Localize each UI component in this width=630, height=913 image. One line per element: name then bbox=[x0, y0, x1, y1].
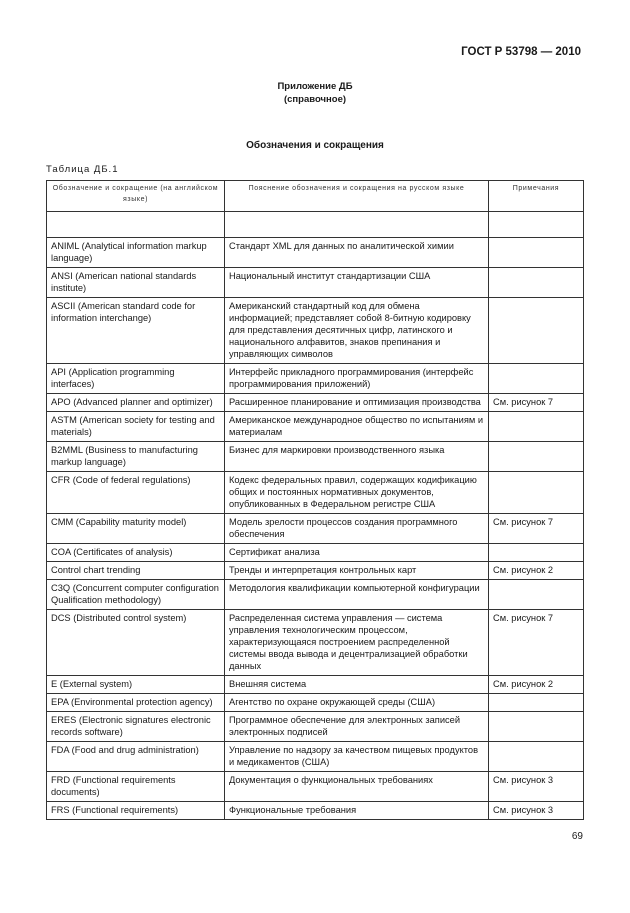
explanation-cell: Бизнес для маркировки производственного языка bbox=[225, 442, 489, 472]
abbreviation-cell: ANSI (American national standards institute) bbox=[47, 268, 225, 298]
note-cell bbox=[489, 742, 584, 772]
abbreviation-cell: Control chart trending bbox=[47, 562, 225, 580]
explanation-cell: Американский стандартный код для обмена информацией; представляет собой 8-битную кодировку для представления десятичных цифр, латинского и национального алфавитов, знаков препинания и управляющих символов bbox=[225, 298, 489, 364]
note-cell bbox=[489, 544, 584, 562]
abbreviation-cell: C3Q (Concurrent computer configuration Qualification methodology) bbox=[47, 580, 225, 610]
abbreviation-cell: CMM (Capability maturity model) bbox=[47, 514, 225, 544]
note-cell bbox=[489, 712, 584, 742]
table-row bbox=[47, 802, 584, 820]
note-cell: См. рисунок 2 bbox=[489, 676, 584, 694]
explanation-cell: Национальный институт стандартизации США bbox=[225, 268, 489, 298]
column-header-explanation: Пояснение обозначения и сокращения на русском языке bbox=[225, 181, 489, 212]
appendix-heading bbox=[0, 80, 630, 106]
table-row bbox=[47, 412, 584, 442]
standard-code: ГОСТ Р 53798 — 2010 bbox=[461, 46, 581, 58]
abbreviation-cell: FRD (Functional requirements documents) bbox=[47, 772, 225, 802]
note-cell: См. рисунок 7 bbox=[489, 514, 584, 544]
note-cell bbox=[489, 580, 584, 610]
note-cell bbox=[489, 472, 584, 514]
abbreviation-cell: EPA (Environmental protection agency) bbox=[47, 694, 225, 712]
table-row bbox=[47, 610, 584, 676]
explanation-cell: Распределенная система управления — система управления технологическим процессом, характеризующаяся построением распределенной системы ввода вывода и децентрализацией обработки данных bbox=[225, 610, 489, 676]
table-row bbox=[47, 514, 584, 544]
appendix-subtitle: (справочное) bbox=[283, 94, 347, 105]
table-row bbox=[47, 544, 584, 562]
explanation-cell: Расширенное планирование и оптимизация производства bbox=[225, 394, 489, 412]
note-cell bbox=[489, 694, 584, 712]
explanation-cell: Стандарт XML для данных по аналитической химии bbox=[225, 238, 489, 268]
abbreviation-cell: FRS (Functional requirements) bbox=[47, 802, 225, 820]
table-row bbox=[47, 562, 584, 580]
table-row bbox=[47, 472, 584, 514]
explanation-cell: Американское международное общество по испытаниям и материалам bbox=[225, 412, 489, 442]
abbreviation-cell: ASCII (American standard code for information interchange) bbox=[47, 298, 225, 364]
table-row bbox=[47, 364, 584, 394]
column-header-abbreviation: Обозначение и сокращение (на английском языке) bbox=[47, 181, 225, 212]
abbreviation-cell: API (Application programming interfaces) bbox=[47, 364, 225, 394]
table-label: Таблица ДБ.1 bbox=[46, 164, 119, 175]
abbreviation-cell: COA (Certificates of analysis) bbox=[47, 544, 225, 562]
spacer-cell bbox=[47, 212, 225, 238]
explanation-cell: Модель зрелости процессов создания программного обеспечения bbox=[225, 514, 489, 544]
table-row bbox=[47, 394, 584, 412]
table-body bbox=[47, 238, 584, 820]
table-row bbox=[47, 298, 584, 364]
note-cell bbox=[489, 442, 584, 472]
table-spacer-row bbox=[47, 212, 584, 238]
abbreviation-cell: ERES (Electronic signatures electronic records software) bbox=[47, 712, 225, 742]
note-cell: См. рисунок 7 bbox=[489, 394, 584, 412]
table-row bbox=[47, 268, 584, 298]
explanation-cell: Тренды и интерпретация контрольных карт bbox=[225, 562, 489, 580]
note-cell: См. рисунок 3 bbox=[489, 802, 584, 820]
explanation-cell: Методология квалификации компьютерной конфигурации bbox=[225, 580, 489, 610]
note-cell bbox=[489, 298, 584, 364]
note-cell bbox=[489, 364, 584, 394]
table-row bbox=[47, 742, 584, 772]
table-row bbox=[47, 238, 584, 268]
abbreviation-cell: FDA (Food and drug administration) bbox=[47, 742, 225, 772]
table-row bbox=[47, 772, 584, 802]
explanation-cell: Кодекс федеральных правил, содержащих кодификацию общих и постоянных нормативных документов, опубликованных в Федеральном регистре США bbox=[225, 472, 489, 514]
abbreviation-cell: CFR (Code of federal regulations) bbox=[47, 472, 225, 514]
note-cell bbox=[489, 412, 584, 442]
spacer-cell bbox=[225, 212, 489, 238]
explanation-cell: Документация о функциональных требованиях bbox=[225, 772, 489, 802]
note-cell: См. рисунок 2 bbox=[489, 562, 584, 580]
note-cell bbox=[489, 268, 584, 298]
abbreviation-cell: DCS (Distributed control system) bbox=[47, 610, 225, 676]
section-title: Обозначения и сокращения bbox=[246, 140, 384, 151]
explanation-cell: Внешняя система bbox=[225, 676, 489, 694]
abbreviation-cell: ASTM (American society for testing and materials) bbox=[47, 412, 225, 442]
table-row bbox=[47, 442, 584, 472]
explanation-cell: Интерфейс прикладного программирования (интерфейс программирования приложений) bbox=[225, 364, 489, 394]
explanation-cell: Программное обеспечение для электронных записей электронных подписей bbox=[225, 712, 489, 742]
note-cell: См. рисунок 3 bbox=[489, 772, 584, 802]
table-row bbox=[47, 676, 584, 694]
table-row bbox=[47, 712, 584, 742]
explanation-cell: Агентство по охране окружающей среды (США) bbox=[225, 694, 489, 712]
appendix-title: Приложение ДБ bbox=[277, 81, 353, 92]
abbreviation-cell: E (External system) bbox=[47, 676, 225, 694]
explanation-cell: Функциональные требования bbox=[225, 802, 489, 820]
table-row bbox=[47, 694, 584, 712]
explanation-cell: Управление по надзору за качеством пищевых продуктов и медикаментов (США) bbox=[225, 742, 489, 772]
abbreviation-cell: APO (Advanced planner and optimizer) bbox=[47, 394, 225, 412]
column-header-notes: Примечания bbox=[489, 181, 584, 212]
abbreviation-cell: ANIML (Analytical information markup language) bbox=[47, 238, 225, 268]
table-row bbox=[47, 580, 584, 610]
note-cell bbox=[489, 238, 584, 268]
explanation-cell: Сертификат анализа bbox=[225, 544, 489, 562]
page-number: 69 bbox=[571, 831, 583, 842]
table-header-row bbox=[47, 181, 584, 212]
spacer-cell bbox=[489, 212, 584, 238]
note-cell: См. рисунок 7 bbox=[489, 610, 584, 676]
abbreviations-table bbox=[46, 180, 584, 820]
abbreviation-cell: B2MML (Business to manufacturing markup language) bbox=[47, 442, 225, 472]
